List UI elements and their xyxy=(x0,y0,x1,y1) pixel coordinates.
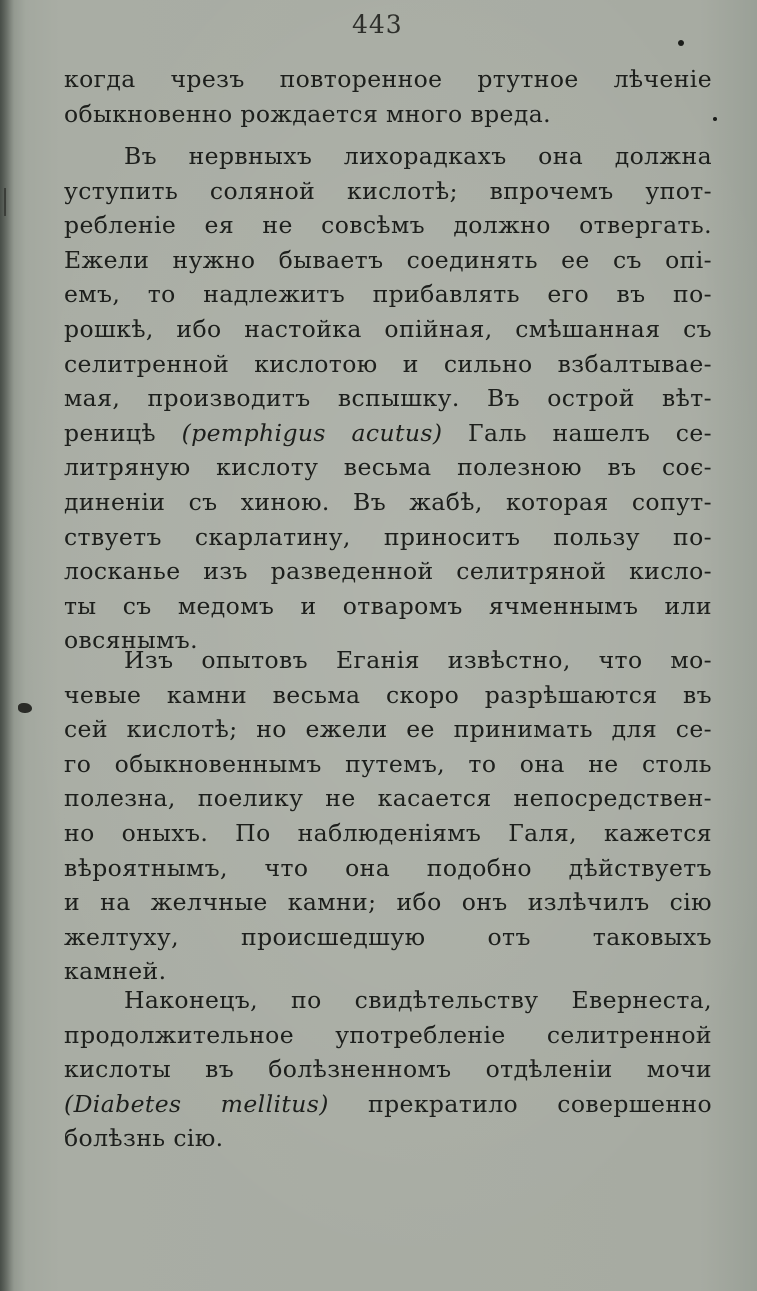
text-line: Ежели нужно бываетъ соединять ее съ опі- xyxy=(64,245,712,274)
text-line: полезна, поелику не касается непосредствен- xyxy=(64,784,712,813)
text-line: диненіи съ хиною. Въ жабѣ, которая сопут- xyxy=(64,487,712,516)
text-line: реницѣ (pemphigus acutus) Галь нашелъ се- xyxy=(64,418,712,447)
text-line: вѣроятнымъ, что она подобно дѣйствуетъ xyxy=(64,853,712,882)
text-line: Изъ опытовъ Еганія извѣстно, что мо- xyxy=(124,646,712,674)
text-line: Въ нервныхъ лихорадкахъ она должна xyxy=(124,142,712,170)
text-line: ты съ медомъ и отваромъ ячменнымъ или xyxy=(64,591,712,620)
paragraph xyxy=(64,62,712,131)
text-line: овсянымъ. xyxy=(64,626,199,655)
text-line: кислоты въ болѣзненномъ отдѣленіи мочи xyxy=(64,1055,712,1084)
text-line: чевые камни весьма скоро разрѣшаются въ xyxy=(64,680,712,709)
paragraph xyxy=(64,139,712,658)
text-line: сей кислотѣ; но ежели ее принимать для се- xyxy=(64,715,712,744)
text-line: продолжительное употребленіе селитренной xyxy=(64,1020,712,1049)
text-line: емъ, то надлежитъ прибавлять его въ по- xyxy=(64,280,712,309)
paragraph xyxy=(64,983,712,1156)
text-line: и на желчные камни; ибо онъ излѣчилъ сію xyxy=(64,888,712,917)
text-line: лосканье изъ разведенной селитряной кисло- xyxy=(64,557,712,586)
text-line: болѣзнь сію. xyxy=(64,1124,224,1153)
text-line: камней. xyxy=(64,957,167,986)
text-line: Наконецъ, по свидѣтельству Евернеста, xyxy=(124,986,712,1014)
text-line: когда чрезъ повторенное ртутное лѣченіе xyxy=(64,65,712,93)
text-line: желтуху, происшедшую отъ таковыхъ xyxy=(64,922,712,951)
text-line: ствуетъ скарлатину, приноситъ пользу по- xyxy=(64,522,712,551)
text-line: но оныхъ. По наблюденіямъ Галя, кажется xyxy=(64,818,712,847)
text-line: мая, производитъ вспышку. Въ острой вѣт- xyxy=(64,384,712,413)
ink-speck xyxy=(713,117,717,121)
ink-blot xyxy=(18,703,32,713)
page-number: 443 xyxy=(352,10,403,39)
latin-term: (pemphigus acutus) xyxy=(181,418,443,447)
page-spine-shadow xyxy=(0,0,14,1291)
text-line: селитренной кислотою и сильно взбалтывае- xyxy=(64,349,712,378)
text-line: ребленіе ея не совсѣмъ должно отвергать. xyxy=(64,211,712,240)
text-line: рошкѣ, ибо настойка опійная, смѣшанная съ xyxy=(64,314,712,343)
latin-term: (Diabetes mellitus) xyxy=(64,1089,329,1118)
text-line: го обыкновеннымъ путемъ, то она не столь xyxy=(64,749,712,778)
text-line: уступить соляной кислотѣ; впрочемъ упот- xyxy=(64,176,712,205)
margin-mark xyxy=(4,188,6,216)
ink-speck xyxy=(678,40,684,46)
text-line: литряную кислоту весьма полезною въ соє- xyxy=(64,453,712,482)
paragraph xyxy=(64,643,712,989)
text-line: (Diabetes mellitus) прекратило совершенно xyxy=(64,1089,712,1118)
text-line: обыкновенно рождается много вреда. xyxy=(64,99,551,128)
